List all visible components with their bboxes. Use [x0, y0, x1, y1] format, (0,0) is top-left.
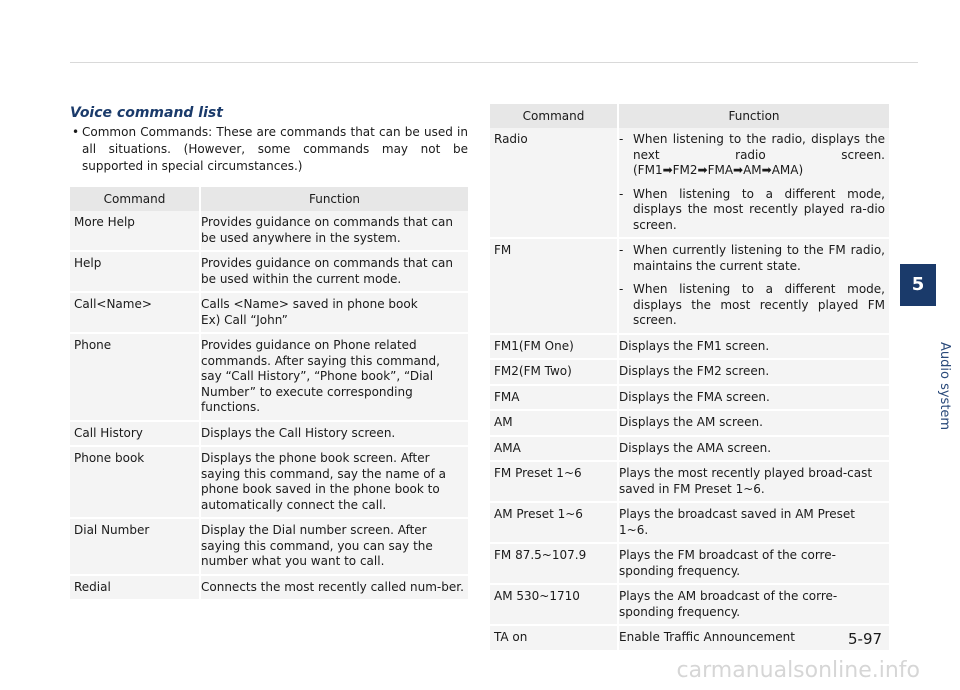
function-cell — [618, 239, 889, 333]
command-cell: More Help — [70, 211, 200, 250]
table-row — [70, 447, 468, 517]
table-row — [490, 386, 889, 410]
header-command: Command — [490, 104, 618, 128]
top-rule — [70, 62, 918, 63]
bullet-dot: • — [72, 125, 80, 139]
command-cell: TA on — [490, 626, 618, 650]
function-cell: Displays the phone book screen. After saying this command, say the name of a phone book saved in the phone book to automatically connect the call. — [200, 447, 468, 517]
function-line: Ex) Call “John” — [201, 312, 288, 327]
function-cell: Provides guidance on Phone related commands. After saying this command, say “Call History”, “Phone book”, “Dial Number” to execute corresponding functions. — [200, 334, 468, 420]
function-cell: Enable Traffic Announcement — [618, 626, 889, 650]
table-row — [70, 211, 468, 250]
command-cell: FM Preset 1~6 — [490, 462, 618, 501]
command-cell: AM Preset 1~6 — [490, 503, 618, 542]
table-row — [70, 252, 468, 291]
radio-commands-table — [490, 104, 889, 650]
chapter-tab: 5 — [900, 264, 936, 306]
intro-text: Common Commands: These are commands that can be used in all situations. (However, some commands may not be supported in special circumstances.) — [82, 125, 468, 173]
function-cell: Displays the FM1 screen. — [618, 335, 889, 359]
function-item-text: When listening to a different mode, displays the most recently played FM screen. — [633, 282, 885, 327]
function-cell: Displays the AM screen. — [618, 411, 889, 435]
page-number: 5-97 — [848, 630, 883, 648]
command-cell: AMA — [490, 437, 618, 461]
table-row — [490, 360, 889, 384]
function-cell: Displays the FMA screen. — [618, 386, 889, 410]
table-row — [490, 503, 889, 542]
function-item — [619, 187, 885, 234]
table-row — [70, 519, 468, 574]
table-row — [490, 585, 889, 624]
command-cell: Phone — [70, 334, 200, 420]
function-cell: Plays the most recently played broad-cast saved in FM Preset 1~6. — [618, 462, 889, 501]
table-row — [490, 544, 889, 583]
table-row — [490, 626, 889, 650]
function-cell: Provides guidance on commands that can be used within the current mode. — [200, 252, 468, 291]
common-commands-table — [70, 187, 468, 599]
function-cell: Connects the most recently called num-ber. — [200, 576, 468, 600]
function-item-text: When listening to a different mode, displays the most recently played ra-dio screen. — [633, 186, 885, 232]
table-row — [490, 239, 889, 333]
function-item-text: When listening to the radio, displays the next radio screen. (FM1➡FM2➡FMA➡AM➡AMA) — [633, 132, 885, 177]
function-item-text: When currently listening to the FM radio, maintains the current state. — [633, 243, 885, 273]
command-cell: Redial — [70, 576, 200, 600]
table-row — [70, 576, 468, 600]
dash-mark: - — [619, 186, 624, 201]
dash-mark: - — [619, 132, 624, 146]
function-cell — [618, 128, 889, 237]
table-row — [70, 334, 468, 420]
command-cell: Radio — [490, 128, 618, 237]
command-cell: Call History — [70, 422, 200, 446]
dash-mark: - — [619, 243, 624, 257]
command-cell: Phone book — [70, 447, 200, 517]
function-cell: Plays the FM broadcast of the corre-sponding frequency. — [618, 544, 889, 583]
table-row — [490, 128, 889, 237]
function-item — [619, 132, 885, 179]
command-cell: Call<Name> — [70, 293, 200, 332]
command-cell: FM — [490, 239, 618, 333]
table-row — [70, 293, 468, 332]
chapter-title: Audio system — [937, 342, 952, 431]
table-row — [490, 462, 889, 501]
chapter-side-label — [904, 316, 952, 431]
command-cell: AM — [490, 411, 618, 435]
command-cell: FM 87.5~107.9 — [490, 544, 618, 583]
command-cell: Dial Number — [70, 519, 200, 574]
table-row — [70, 422, 468, 446]
command-cell: FM1(FM One) — [490, 335, 618, 359]
function-cell — [200, 293, 468, 332]
function-cell: Plays the broadcast saved in AM Preset 1~6. — [618, 503, 889, 542]
header-command: Command — [70, 187, 200, 211]
function-line: Calls <Name> saved in phone book — [201, 297, 418, 311]
function-cell: Plays the AM broadcast of the corre-sponding frequency. — [618, 585, 889, 624]
command-cell: FM2(FM Two) — [490, 360, 618, 384]
section-title: Voice command list — [70, 105, 223, 121]
right-column — [490, 104, 889, 650]
dash-mark: - — [619, 282, 624, 296]
function-item — [619, 282, 885, 329]
command-cell: AM 530~1710 — [490, 585, 618, 624]
table-row — [490, 335, 889, 359]
function-cell: Provides guidance on commands that can be used anywhere in the system. — [200, 211, 468, 250]
header-function: Function — [200, 187, 468, 211]
command-cell: Help — [70, 252, 200, 291]
function-item — [619, 243, 885, 274]
left-column — [70, 104, 468, 599]
header-function: Function — [618, 104, 889, 128]
function-cell: Displays the AMA screen. — [618, 437, 889, 461]
command-cell: FMA — [490, 386, 618, 410]
table-row — [490, 437, 889, 461]
function-cell: Displays the FM2 screen. — [618, 360, 889, 384]
function-cell: Display the Dial number screen. After saying this command, you can say the number what you want to call. — [200, 519, 468, 574]
table-row — [490, 411, 889, 435]
function-cell: Displays the Call History screen. — [200, 422, 468, 446]
watermark: carmanualsonline.info — [676, 658, 920, 683]
intro-bullet — [70, 124, 468, 175]
